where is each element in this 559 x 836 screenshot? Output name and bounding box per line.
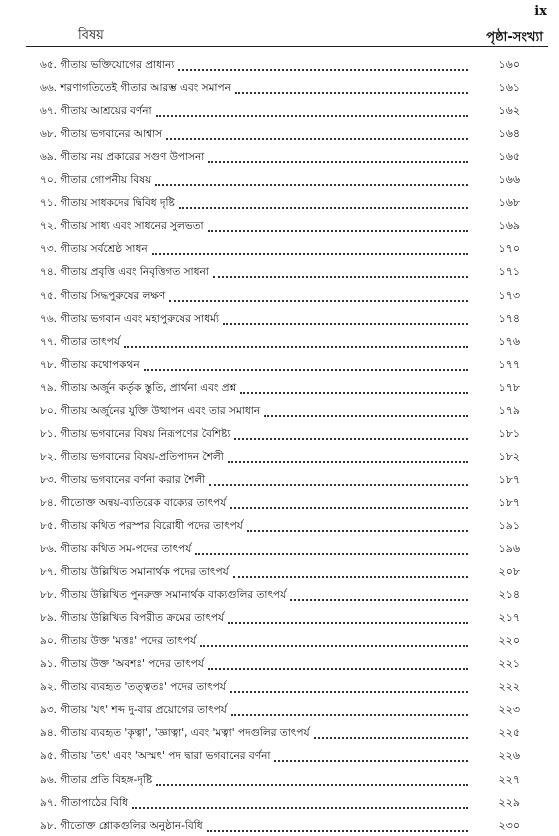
toc-entry-title: ৭৬. গীতায় ভগবান এবং মহাপুরুষের সাধর্ম্য <box>40 312 219 325</box>
dot-leader <box>166 138 468 140</box>
toc-entry-page: ১৯১ <box>498 518 520 532</box>
toc-entry-page: ১৬৪ <box>498 127 520 141</box>
toc-entry-title: ৭১. গীতায় সাধকদের দ্বিবিধ দৃষ্টি <box>40 197 175 210</box>
toc-entry <box>40 52 520 75</box>
toc-entry-title: ৯৭. গীতাপাঠের বিধি <box>40 796 128 809</box>
toc-entry-page: ২২৯ <box>498 795 520 809</box>
toc-entry <box>40 236 520 259</box>
toc-entry <box>40 490 520 513</box>
toc-entry-page: ১৮১ <box>498 426 520 440</box>
toc-entry-page: ১৬২ <box>498 104 520 118</box>
toc-entry-title: ৯২. গীতায় ব্যবহৃত 'তত্ত্বতঃ' পদের তাৎপর্য <box>40 681 226 694</box>
toc-entry-page: ১৬৯ <box>498 219 520 233</box>
dot-leader <box>231 714 468 716</box>
page-count-heading: পৃষ্ঠা-সংখ্যা <box>486 30 543 45</box>
toc-entry-page: ২২০ <box>498 634 520 648</box>
toc-entry <box>40 559 520 582</box>
dot-leader <box>235 92 468 94</box>
toc-entry-page: ১৭৪ <box>498 311 520 325</box>
toc-entry-title: ৯৮. গীতোক্ত শ্লোকগুলির অনুষ্ঠান-বিধি <box>40 819 203 832</box>
toc-entry-page: ১৭১ <box>498 265 520 279</box>
dot-leader <box>200 645 468 647</box>
toc-entry-title: ৭২. গীতায় সাধ্য এবং সাধনের সুলভতা <box>40 220 204 233</box>
toc-entry-title: ৮৪. গীতোক্ত অন্বয়-ব্যতিরেক বাক্যের তাৎপর্য <box>40 496 227 509</box>
toc-entry-page: ১৭০ <box>498 242 520 256</box>
toc-entry-title: ৯৪. গীতায় ব্যবহৃত 'কৃত্বা', 'জ্ঞাত্বা', এবং 'মত্বা' পদগুলির তাৎপর্য <box>40 727 310 740</box>
dot-leader <box>152 253 468 255</box>
dot-leader <box>178 69 468 71</box>
dot-leader <box>144 369 468 371</box>
toc-entry-page: ১৬০ <box>498 58 520 72</box>
toc-entry <box>40 190 520 213</box>
dot-leader <box>209 484 468 486</box>
toc-entry-page: ১৬৮ <box>498 196 520 210</box>
toc-entry <box>40 536 520 559</box>
toc-entry-page: ১৭৬ <box>498 334 520 348</box>
toc-entry-title: ৭৩. গীতায় সর্বশ্রেষ্ঠ সাধন <box>40 243 148 256</box>
toc-entry <box>40 513 520 536</box>
toc-entry <box>40 651 520 674</box>
toc-entry-title: ৯১. গীতায় উক্ত 'অবশঃ' পদের তাৎপর্য <box>40 658 204 671</box>
toc-entry-page: ১৬৫ <box>498 150 520 164</box>
toc-entry <box>40 167 520 190</box>
toc-entry <box>40 398 520 421</box>
toc-entry-title: ৮৭. গীতায় উল্লিখিত সমানার্থক পদের তাৎপর্য <box>40 566 229 579</box>
dot-leader <box>230 507 468 509</box>
toc-entry <box>40 282 520 305</box>
dot-leader <box>179 207 468 209</box>
dot-leader <box>274 760 468 762</box>
toc-entry-title: ৮৫. গীতায় কথিত পরস্পর বিরোধী পদের তাৎপর্য <box>40 519 243 532</box>
toc-entry <box>40 259 520 282</box>
dot-leader <box>314 737 468 739</box>
toc-entry-title: ৯৫. গীতায় 'তৎ' এবং 'অস্মৎ' পদ দ্বারা ভগবানের বর্ণনা <box>40 750 271 763</box>
toc-entry-title: ৭৮. গীতায় কথোপকথন <box>40 358 140 371</box>
toc-entry-page: ২০৮ <box>498 565 520 579</box>
dot-leader <box>223 323 468 325</box>
toc-entry <box>40 813 520 836</box>
toc-entry-page: ১৬৬ <box>498 173 520 187</box>
dot-leader <box>169 300 468 302</box>
toc-entry-title: ৮০. গীতায় অর্জুনের যুক্তি উত্থাপন এবং তার সমাধান <box>40 404 261 417</box>
toc-entry-title: ৯০. গীতায় উক্ত 'মত্তঃ' পদের তাৎপর্য <box>40 635 197 648</box>
toc-entry-title: ৮৩. গীতায় ভগবানের বর্ণনা করার শৈলী <box>40 473 206 486</box>
toc-entry-page: ১৭৩ <box>498 288 520 302</box>
subject-heading: বিষয় <box>78 28 104 43</box>
toc-entry <box>40 467 520 490</box>
toc-entry-title: ৮৯. গীতায় উল্লিখিত বিপরীত ক্রমের তাৎপর্য <box>40 612 225 625</box>
toc-entry <box>40 213 520 236</box>
dot-leader <box>234 438 468 440</box>
toc-entry-page: ১৮২ <box>498 449 520 463</box>
dot-leader <box>156 115 468 117</box>
dot-leader <box>195 553 468 555</box>
toc-entry-title: ৭০. গীতার গোপনীয় বিষয় <box>40 174 152 187</box>
dot-leader <box>228 461 468 463</box>
toc-header <box>0 22 559 48</box>
toc-entry <box>40 582 520 605</box>
toc-entry-page: ১৬১ <box>498 81 520 95</box>
toc-entry-title: ৭৫. গীতায় সিদ্ধপুরুষের লক্ষণ <box>40 289 166 302</box>
toc-entry <box>40 144 520 167</box>
toc-entry-page: ২১৭ <box>498 611 520 625</box>
toc-entry-title: ৬৭. গীতায় আশ্রয়ের বর্ণনা <box>40 105 152 118</box>
toc-entry-title: ৬৫. গীতায় ভক্তিযোগের প্রাধান্য <box>40 59 175 72</box>
toc-entry <box>40 75 520 98</box>
toc-entry-page: ২৩০ <box>498 818 520 832</box>
dot-leader <box>230 691 468 693</box>
toc-entry <box>40 628 520 651</box>
dot-leader <box>124 346 468 348</box>
toc-entry <box>40 743 520 766</box>
toc-entry-title: ৯৩. গীতায় 'যৎ' শব্দ দু-বার প্রয়োগের তাৎপর্য <box>40 704 227 717</box>
toc-entry-page: ১৭৯ <box>498 403 520 417</box>
toc-entry-title: ৬৯. গীতায় নয় প্রকারের সগুণ উপাসনা <box>40 151 205 164</box>
dot-leader <box>264 415 468 417</box>
dot-leader <box>233 576 468 578</box>
toc-entry-page: ১৯৬ <box>498 542 520 556</box>
dot-leader <box>247 530 468 532</box>
dot-leader <box>156 784 468 786</box>
toc-entry-page: ১৭৮ <box>498 380 520 394</box>
toc-entry <box>40 605 520 628</box>
header-rule <box>26 46 548 47</box>
toc-entry-title: ৯৬. গীতার প্রতি বিহঙ্গ-দৃষ্টি <box>40 773 153 786</box>
toc-entry-page: ২২১ <box>498 657 520 671</box>
page-number: ix <box>534 4 547 19</box>
toc-entry <box>40 352 520 375</box>
toc-entry <box>40 306 520 329</box>
toc-entry <box>40 421 520 444</box>
toc-entry-page: ১৮৭ <box>498 495 520 509</box>
dot-leader <box>207 830 468 832</box>
toc-entry-page: ১৮৭ <box>498 472 520 486</box>
toc-entry-title: ৮২. গীতায় ভগবানের বিষয়-প্রতিপাদন শৈলী <box>40 450 224 463</box>
toc-entry-title: ৬৬. শরণাগতিতেই গীতার আরম্ভ এবং সমাপন <box>40 82 231 95</box>
toc-entry-title: ৭৪. গীতায় প্রবৃত্তি এবং নিবৃত্তিগত সাধনা <box>40 266 209 279</box>
dot-leader <box>290 599 468 601</box>
toc-entry-title: ৭৭. গীতার তাৎপর্য <box>40 335 120 348</box>
toc-entry <box>40 98 520 121</box>
dot-leader <box>208 230 468 232</box>
toc-entry <box>40 697 520 720</box>
toc-entry <box>40 766 520 789</box>
dot-leader <box>240 392 468 394</box>
toc-entry <box>40 790 520 813</box>
dot-leader <box>132 807 468 809</box>
toc-entry <box>40 444 520 467</box>
toc-entry <box>40 720 520 743</box>
toc-entry-title: ৮৮. গীতায় উল্লিখিত পুনরুক্ত সমানার্থক বাক্যগুলির তাৎপর্য <box>40 589 287 602</box>
toc-entry-page: ২২৭ <box>498 772 520 786</box>
dot-leader <box>208 668 468 670</box>
toc-entry-title: ৬৮. গীতায় ভগবানের আশ্বাস <box>40 128 163 141</box>
dot-leader <box>228 622 468 624</box>
toc-entry <box>40 674 520 697</box>
toc-entry-title: ৮১. গীতায় ভগবানের বিষয় নিরূপণের বৈশিষ্ট্য <box>40 427 231 440</box>
toc-entry-page: ২২৬ <box>498 749 520 763</box>
toc-entry-page: ২২২ <box>498 680 520 694</box>
toc-entry-page: ২২৫ <box>498 726 520 740</box>
toc-entry-title: ৮৬. গীতায় কথিত সম-পদের তাৎপর্য <box>40 543 192 556</box>
toc-entry <box>40 121 520 144</box>
dot-leader <box>155 184 468 186</box>
toc-entry-title: ৭৯. গীতায় অর্জুন কর্তৃক স্তুতি, প্রার্থনা এবং প্রশ্ন <box>40 381 237 394</box>
toc-entry-page: ১৭৭ <box>498 357 520 371</box>
dot-leader <box>208 161 468 163</box>
table-of-contents <box>40 52 520 836</box>
toc-entry <box>40 375 520 398</box>
toc-entry <box>40 329 520 352</box>
toc-entry-page: ২১৪ <box>498 588 520 602</box>
dot-leader <box>213 276 468 278</box>
toc-entry-page: ২২৩ <box>498 703 520 717</box>
